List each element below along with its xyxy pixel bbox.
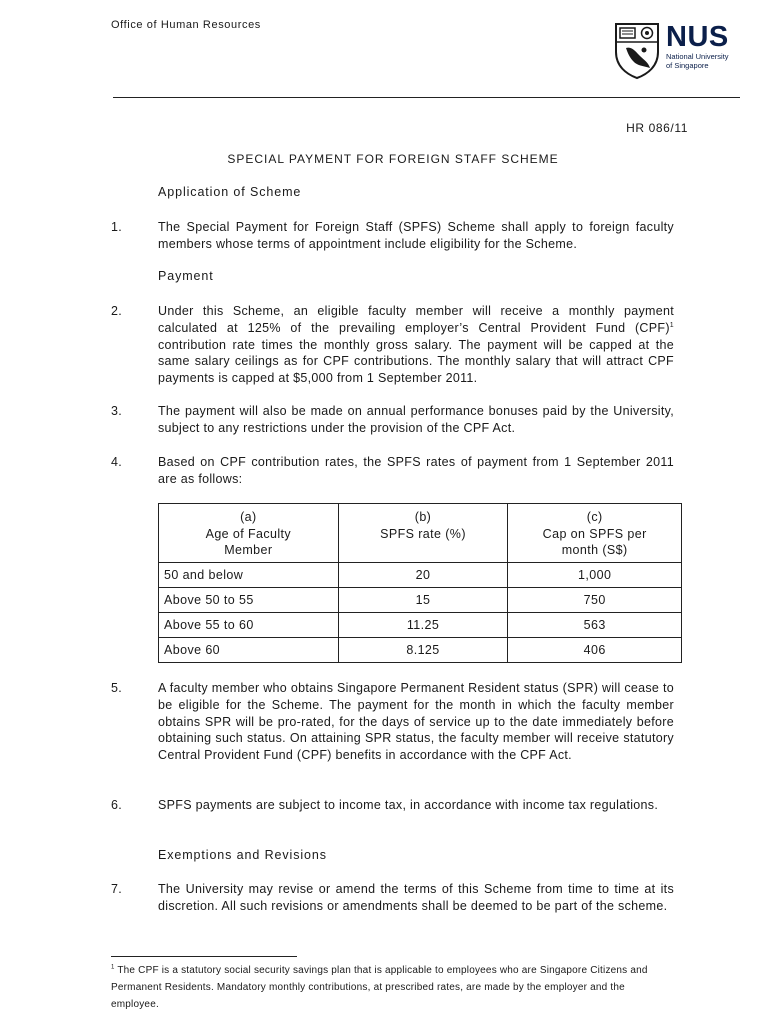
- footnote-marker: 1: [111, 964, 115, 971]
- paragraph-text: SPFS payments are subject to income tax, in accordance with income tax regulations.: [158, 798, 659, 812]
- paragraph-4: [111, 454, 674, 488]
- header-divider: [113, 97, 740, 98]
- table-cell-rate: 20: [338, 562, 508, 587]
- footnote-marker: 1: [669, 321, 674, 329]
- table-row: [159, 637, 682, 662]
- paragraph-5: [111, 680, 674, 764]
- table-cell-age: Above 50 to 55: [159, 587, 339, 612]
- footnote-divider: [111, 956, 297, 957]
- paragraph-text: The payment will also be made on annual performance bonuses paid by the University, subject to any restrictions under the provision of the CPF Act.: [158, 404, 674, 435]
- table-row: [159, 562, 682, 587]
- table-cell-rate: 11.25: [338, 612, 508, 637]
- table-row: [159, 587, 682, 612]
- heading-exemptions: Exemptions and Revisions: [158, 848, 327, 862]
- nus-logo: [614, 22, 742, 80]
- table-cell-cap: 1,000: [508, 562, 682, 587]
- logo-wordmark: NUS: [666, 21, 729, 53]
- table-cell-cap: 563: [508, 612, 682, 637]
- table-cell-rate: 8.125: [338, 637, 508, 662]
- paragraph-text: The University may revise or amend the terms of this Scheme from time to time at its discretion. All such revisions or amendments shall be deemed to be part of the scheme.: [158, 882, 674, 913]
- paragraph-2: [111, 303, 674, 387]
- heading-application: Application of Scheme: [158, 185, 302, 199]
- logo-subtitle-line1: National University: [666, 52, 729, 61]
- paragraph-number: 5.: [111, 681, 123, 695]
- paragraph-number: 3.: [111, 404, 123, 418]
- paragraph-number: 2.: [111, 304, 123, 318]
- paragraph-number: 1.: [111, 220, 123, 234]
- table-cell-age: Above 60: [159, 637, 339, 662]
- table-cell-cap: 406: [508, 637, 682, 662]
- document-reference: HR 086/11: [626, 121, 688, 135]
- table-header-rate: (b) SPFS rate (%): [338, 504, 508, 563]
- paragraph-text: The Special Payment for Foreign Staff (SPFS) Scheme shall apply to foreign faculty members whose terms of appointment include eligibility for the Scheme.: [158, 220, 674, 251]
- office-name: Office of Human Resources: [111, 19, 261, 31]
- paragraph-text: Based on CPF contribution rates, the SPFS rates of payment from 1 September 2011 are as follows:: [158, 455, 674, 486]
- paragraph-3: [111, 403, 674, 437]
- paragraph-text: Under this Scheme, an eligible faculty member will receive a monthly payment calculated at 125% of the prevailing employer’s Central Provident Fund (CPF)$^1$ contribution rate times the monthly gross salary. The payment will be capped at the same salary ceilings as for CPF contributions. The monthly salary that will attract CPF payments is capped at $5,000 from 1 September 2011.: [158, 304, 674, 386]
- table-header-row: [159, 504, 682, 563]
- nus-crest-icon: [614, 22, 660, 80]
- table-header-age: (a) Age of Faculty Member: [159, 504, 339, 563]
- document-title: SPECIAL PAYMENT FOR FOREIGN STAFF SCHEME: [227, 152, 559, 166]
- table-row: [159, 612, 682, 637]
- table-cell-cap: 750: [508, 587, 682, 612]
- paragraph-number: 6.: [111, 798, 123, 812]
- table-cell-age: Above 55 to 60: [159, 612, 339, 637]
- footnote: [111, 962, 671, 1013]
- paragraph-text: A faculty member who obtains Singapore Permanent Resident status (SPR) will cease to be eligible for the Scheme. The payment for the month in which the faculty member obtains SPR will be pro-rated, for the days of service up to the date immediately before obtaining such status. On attaining SPR status, the faculty member will receive statutory Central Provident Fund (CPF) benefits in accordance with the CPF Act.: [158, 681, 674, 763]
- paragraph-number: 4.: [111, 455, 123, 469]
- heading-payment: Payment: [158, 269, 214, 283]
- paragraph-6: [111, 797, 674, 814]
- footnote-text: The CPF is a statutory social security savings plan that is applicable to employees who are Singapore Citizens and Permanent Residents. Mandatory monthly contributions, at prescribed rates, are made by the employer and the employee.: [111, 965, 648, 1010]
- paragraph-7: [111, 881, 674, 915]
- table-cell-age: 50 and below: [159, 562, 339, 587]
- table-header-cap: (c) Cap on SPFS per month (S$): [508, 504, 682, 563]
- spfs-rates-table: [158, 503, 682, 663]
- paragraph-number: 7.: [111, 882, 123, 896]
- logo-subtitle-line2: of Singapore: [666, 61, 709, 70]
- table-cell-rate: 15: [338, 587, 508, 612]
- paragraph-1: [111, 219, 674, 253]
